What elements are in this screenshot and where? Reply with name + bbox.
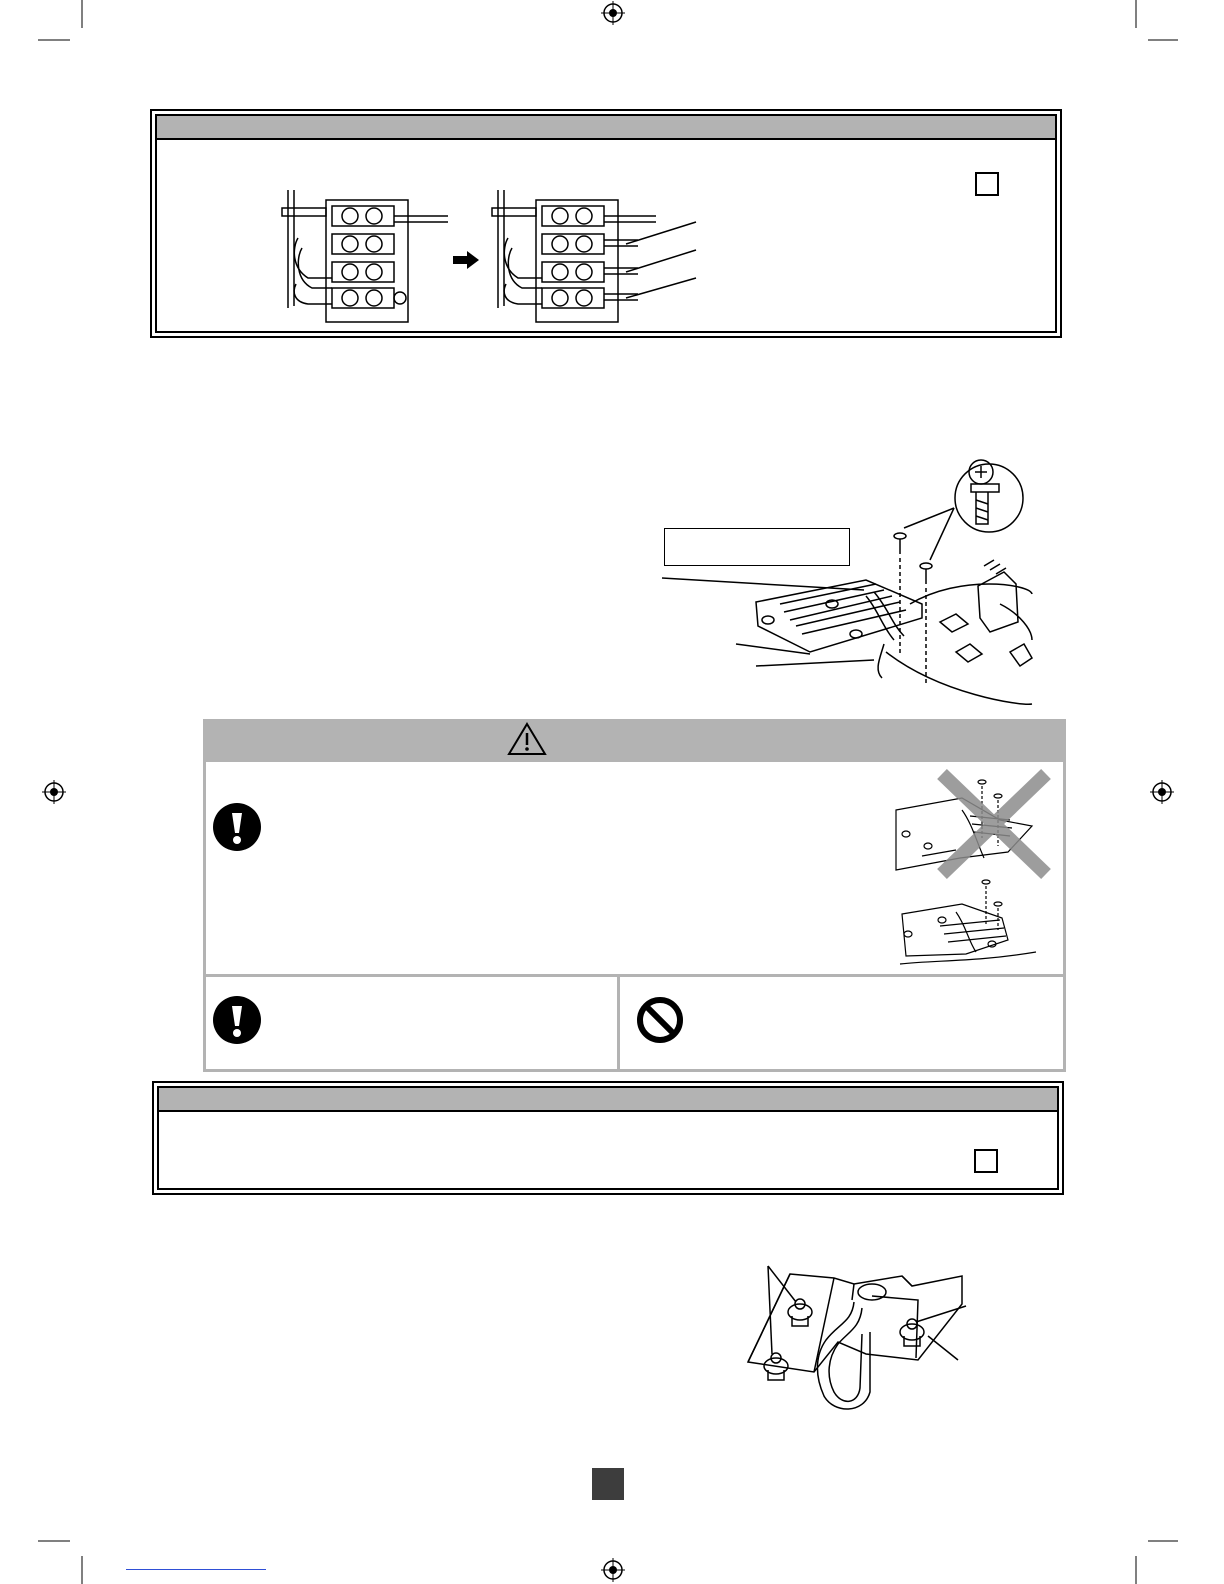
- terminal-block-before-diagram: [278, 188, 458, 318]
- right-arrow-icon: [453, 251, 479, 269]
- caution-panel-divider-v: [617, 974, 620, 1069]
- section-2-header: [159, 1088, 1057, 1112]
- caution-panel-divider-h: [206, 974, 1063, 977]
- section-2-box: [152, 1081, 1064, 1195]
- exclamation-icon: [213, 996, 261, 1044]
- footer-link[interactable]: [126, 1568, 266, 1570]
- bracket-bolts-diagram: [742, 1262, 982, 1422]
- exclamation-icon: [213, 803, 261, 851]
- caution-panel-header: [206, 722, 1063, 762]
- warning-triangle-icon: [507, 722, 547, 756]
- registration-mark-icon: [601, 1, 625, 25]
- page-number-box: [592, 1468, 624, 1500]
- registration-mark-icon: [42, 780, 66, 804]
- prohibition-icon: [636, 996, 684, 1044]
- terminal-block-after-diagram: [488, 188, 708, 318]
- registration-mark-icon: [1150, 780, 1174, 804]
- section-2-checkbox[interactable]: [974, 1149, 998, 1173]
- section-1-checkbox[interactable]: [975, 172, 999, 196]
- wrong-installation-diagram: [892, 770, 1052, 890]
- registration-mark-icon: [601, 1558, 625, 1582]
- heater-plate-diagram: [660, 454, 1040, 714]
- section-1-header: [157, 116, 1055, 140]
- correct-installation-diagram: [896, 878, 1046, 968]
